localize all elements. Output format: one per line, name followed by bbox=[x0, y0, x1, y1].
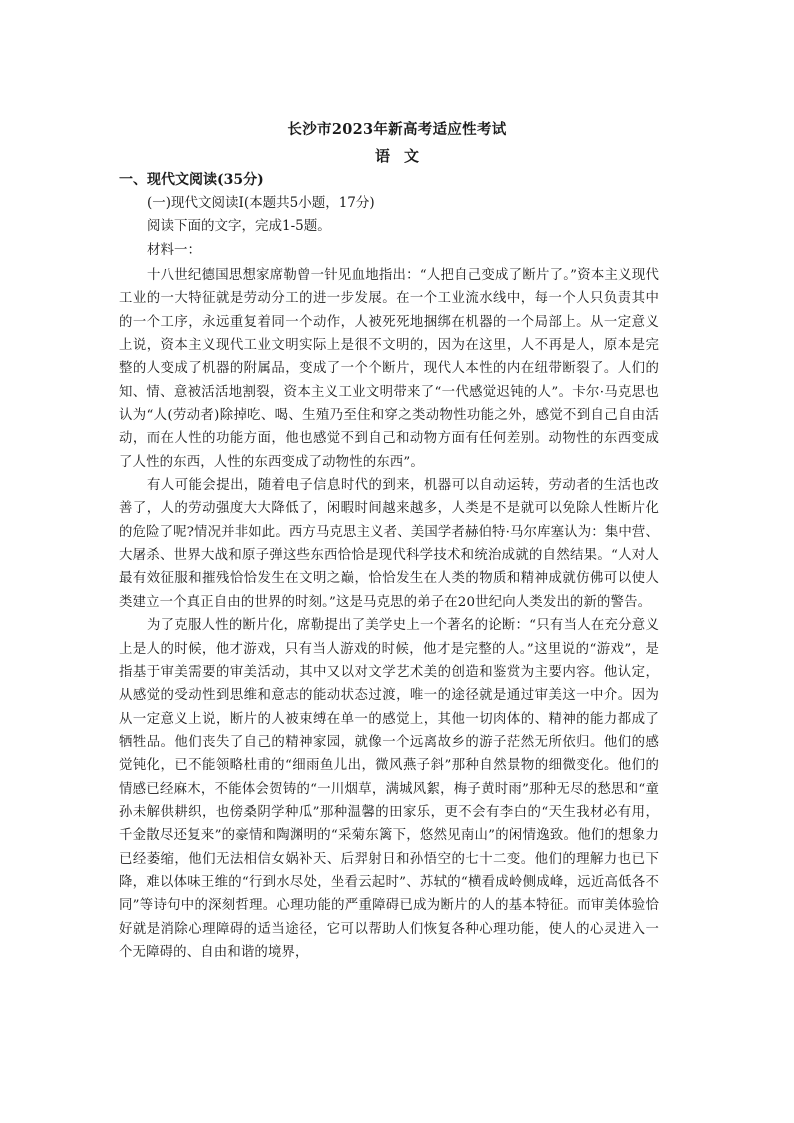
instruction-text: 阅读下面的文字，完成1-5题。 bbox=[147, 218, 331, 234]
passage-paragraph: 为了克服人性的断片化，席勒提出了美学史上一个著名的论断：“只有当人在充分意义上是人的时候，他才游戏，只有当人游戏的时候，他才是完整的人。”这里说的“游戏”，是指基于审美需要的审美活动，其中又以对文学艺术美的创造和鉴赏为主要内容。他认定，从感觉的受动性到思维和意志的能动状态过渡，唯一的途径就是通过审美这一中介。因为从一定意义上说，断片的人被束缚在单一的感觉上，其他一切肉体的、精神的能力都成了牺牲品。他们丧失了自己的精神家园，就像一个远离故乡的游子茫然无所依归。他们的感觉钝化，已不能领略杜甫的“细雨鱼儿出，微风燕子斜”那种自然景物的细微变化。他们的情感已经麻木，不能体会贺铸的“一川烟草，满城风絮，梅子黄时雨”那种无尽的愁思和“童孙未解供耕织，也傍桑阴学种瓜”那种温馨的田家乐，更不会有李白的“天生我材必有用，千金散尽还复来”的豪情和陶渊明的“采菊东篱下，悠然见南山”的闲情逸致。他们的想象力已经萎缩，他们无法相信女娲补天、后羿射日和孙悟空的七十二变。他们的理解力也已下降，难以体味王维的“行到水尽处，坐看云起时”、苏轼的“横看成岭侧成峰，远近高低各不同”等诗句中的深刻哲理。心理功能的严重障碍已成为断片的人的基本特征。而审美体验恰好就是消除心理障碍的适当途径，它可以帮助人们恢复各种心理功能，使人的心灵进入一个无障碍的、自由和谐的境界， bbox=[119, 618, 659, 960]
section-heading: 一、现代文阅读(35分) bbox=[119, 172, 264, 188]
reading-passage bbox=[119, 264, 659, 964]
sub-section-heading: (一)现代文阅读Ⅰ(本题共5小题，17分) bbox=[147, 195, 375, 211]
subject-title: 语文 bbox=[374, 147, 433, 165]
material-label: 材料一： bbox=[147, 242, 201, 258]
passage-paragraph: 十八世纪德国思想家席勒曾一针见血地指出：“人把自己变成了断片了。”资本主义现代工业的一大特征就是劳动分工的进一步发展。在一个工业流水线中，每一个人只负责其中的一个工序，永远重复着同一个动作，人被死死地捆绑在机器的一个局部上。从一定意义上说，资本主义现代工业文明实际上是很不文明的，因为在这里，人不再是人，原本是完整的人变成了机器的附属品，变成了一个个断片，现代人本性的内在纽带断裂了。人们的知、情、意被活活地割裂，资本主义工业文明带来了“一代感觉迟钝的人”。卡尔·马克思也认为“人(劳动者)除掉吃、喝、生殖乃至住和穿之类动物性功能之外，感觉不到自己自由活动，而在人性的功能方面，他也感觉不到自己和动物方面有任何差别。动物性的东西变成了人性的东西，人性的东西变成了动物性的东西”。 bbox=[119, 268, 659, 470]
exam-title: 长沙市2023年新高考适应性考试 bbox=[287, 121, 507, 138]
passage-paragraph: 有人可能会提出，随着电子信息时代的到来，机器可以自动运转，劳动者的生活也改善了，人的劳动强度大大降低了，闲暇时间越来越多，人类是不是就可以免除人性断片化的危险了呢?情况并非如此。西方马克思主义者、美国学者赫伯特·马尔库塞认为：集中营、大屠杀、世界大战和原子弹这些东西恰恰是现代科学技术和统治成就的自然结果。“人对人最有效征服和摧残恰恰发生在文明之巅，恰恰发生在人类的物质和精神成就仿佛可以使人类建立一个真正自由的世界的时刻。”这是马克思的弟子在20世纪向人类发出的新的警告。 bbox=[119, 478, 659, 610]
